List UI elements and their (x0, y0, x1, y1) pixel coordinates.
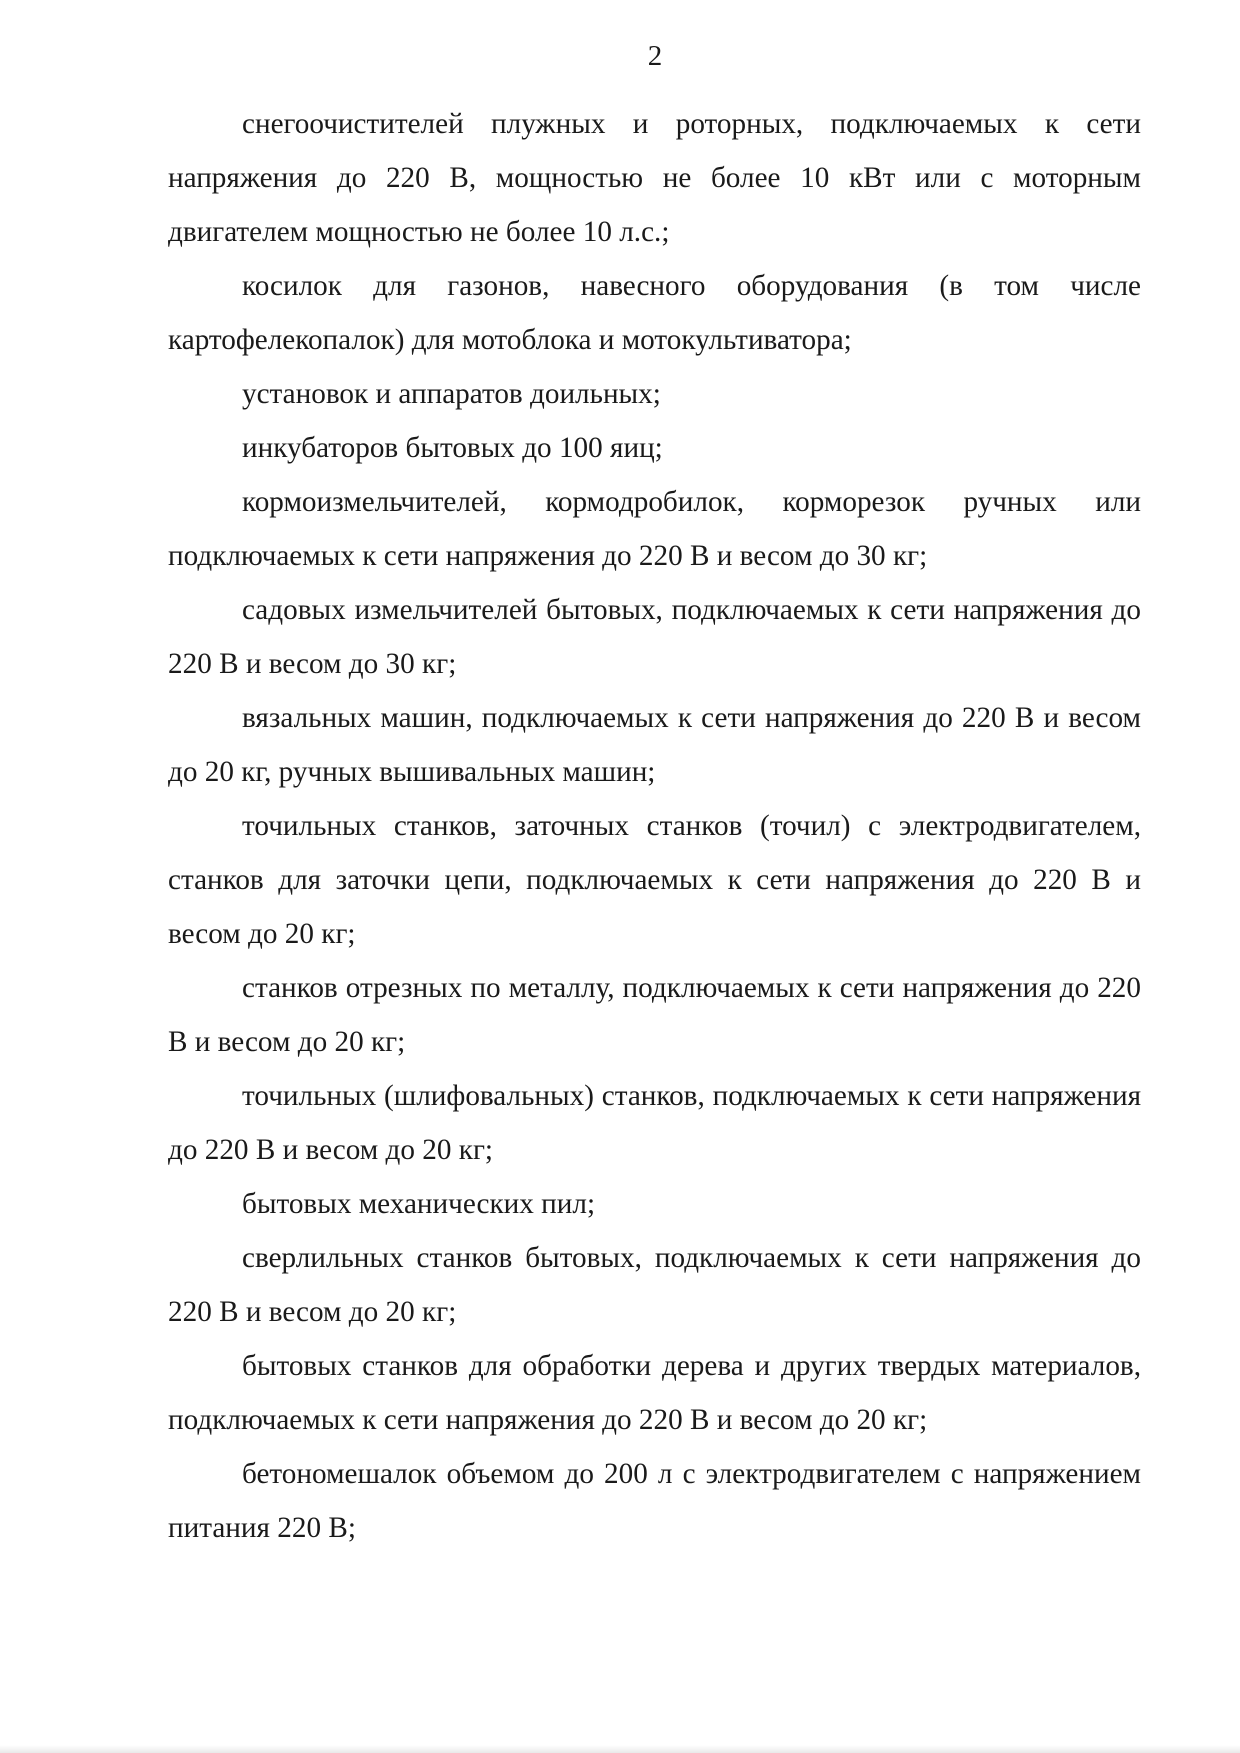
list-item-incubators: инкубаторов бытовых до 100 яиц; (242, 432, 663, 464)
list-item-metal-cutoff-machines: станков отрезных по металлу, подключаемых к сети напряжения до 220 В и весом до 20 кг; (168, 972, 1141, 1058)
list-item-milking-machines: установок и аппаратов доильных; (242, 378, 661, 410)
list-item-feed-choppers: кормоизмельчителей, кормодробилок, корморезок ручных или подключаемых к сети напряжения до 220 В и весом до 30 кг; (168, 486, 1141, 572)
list-item-lawn-mowers: косилок для газонов, навесного оборудования (в том числе картофелекопалок) для мотоблока и мотокультиватора; (168, 270, 1141, 356)
list-item-snow-blowers: снегоочистителей плужных и роторных, подключаемых к сети напряжения до 220 В, мощностью не более 10 кВт или с моторным двигателем мощностью не более 10 л.с.; (168, 108, 1141, 248)
page-number: 2 (647, 40, 663, 72)
list-item-concrete-mixers: бетономешалок объемом до 200 л с электродвигателем с напряжением питания 220 В; (168, 1458, 1141, 1544)
list-item-knitting-machines: вязальных машин, подключаемых к сети напряжения до 220 В и весом до 20 кг, ручных вышивальных машин; (168, 702, 1141, 788)
scan-bottom-edge (0, 1745, 1240, 1753)
list-item-garden-shredders: садовых измельчителей бытовых, подключаемых к сети напряжения до 220 В и весом до 30 кг; (168, 594, 1141, 680)
list-item-drilling-machines: сверлильных станков бытовых, подключаемых к сети напряжения до 220 В и весом до 20 кг; (168, 1242, 1141, 1328)
document-body (168, 97, 1141, 1555)
list-item-sharpening-machines: точильных станков, заточных станков (точил) с электродвигателем, станков для заточки цепи, подключаемых к сети напряжения до 220 В и весом до 20 кг; (168, 810, 1141, 950)
list-item-mechanical-saws: бытовых механических пил; (242, 1188, 596, 1220)
list-item-woodworking-machines: бытовых станков для обработки дерева и других твердых материалов, подключаемых к сети напряжения до 220 В и весом до 20 кг; (168, 1350, 1141, 1436)
list-item-grinding-machines: точильных (шлифовальных) станков, подключаемых к сети напряжения до 220 В и весом до 20 кг; (168, 1080, 1141, 1166)
